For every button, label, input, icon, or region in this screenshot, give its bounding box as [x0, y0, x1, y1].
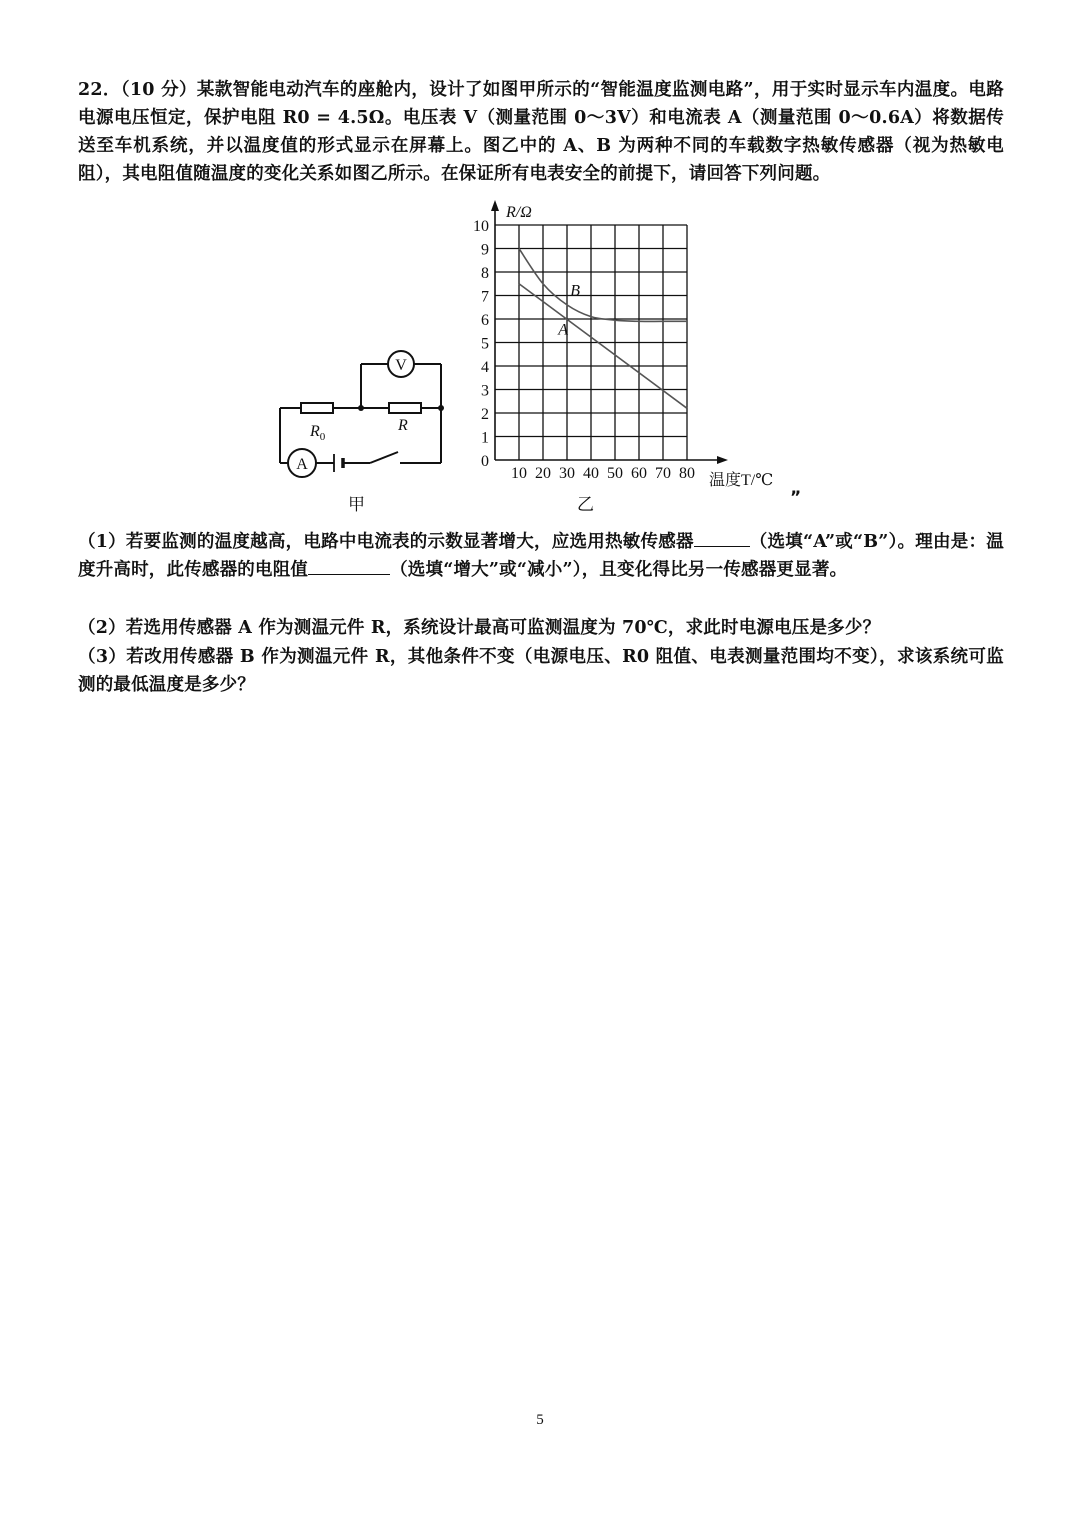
x-tick-label: 50: [607, 465, 623, 482]
y-tick-label: 0: [481, 453, 489, 470]
series-label-a: A: [558, 321, 568, 339]
voltmeter-label: V: [395, 357, 407, 374]
trailing-quote-mark: ”: [790, 488, 802, 508]
answer-blank-1[interactable]: [694, 528, 750, 547]
circuit-diagram: [270, 340, 455, 480]
y-tick-label: 1: [481, 429, 489, 447]
y-tick-label: 5: [481, 335, 489, 353]
y-tick-label: 8: [481, 265, 489, 282]
x-tick-label: 60: [631, 465, 647, 482]
x-tick-label: 70: [655, 465, 671, 482]
q1-text-3: （选填“增大”或“减小”），且变化得比另一传感器更显著。: [390, 560, 848, 580]
series-label-b: B: [570, 282, 580, 300]
x-tick-label: 30: [559, 465, 575, 482]
r0-label: R: [310, 423, 320, 440]
y-axis-arrow: [491, 200, 499, 211]
junction-dot: [358, 405, 364, 411]
circuit-caption: 甲: [348, 495, 365, 515]
x-tick-label: 40: [583, 465, 599, 482]
resistor-r0: [301, 403, 333, 413]
x-tick-label: 10: [511, 465, 527, 482]
q1-text-2: （选填“A”或“B”）。理由是：温度升高时，此传感器的电阻值: [78, 532, 1004, 580]
x-tick-label: 80: [679, 465, 695, 482]
chart-xlabel: 温度T/℃: [709, 472, 774, 489]
question-2: （2）若选用传感器 A 作为测温元件 R，系统设计最高可监测温度为 70℃，求此时电源电压是多少？: [78, 618, 881, 638]
x-tick-label: 20: [535, 465, 551, 482]
r-label: R: [398, 417, 408, 434]
resistance-temperature-chart: [455, 195, 800, 495]
q1-text-1: （1）若要监测的温度越高，电路中电流表的示数显著增大，应选用热敏传感器: [78, 532, 694, 552]
y-tick-label: 7: [481, 288, 489, 306]
ammeter-label: A: [296, 456, 308, 473]
chart-ylabel: R/Ω: [506, 204, 532, 221]
question-3: （3）若改用传感器 B 作为测温元件 R，其他条件不变（电源电压、R0 阻值、电表测量范围均不变），求该系统可监测的最低温度是多少？: [78, 647, 1004, 695]
answer-blank-2[interactable]: [308, 556, 390, 575]
series-line-b: [519, 249, 687, 322]
resistor-r: [389, 403, 421, 413]
problem-intro: 22．（10 分）某款智能电动汽车的座舱内，设计了如图甲所示的“智能温度监测电路”，用于实时显示车内温度。电路电源电压恒定，保护电阻 R0 = 4.5Ω。电压表 V（测量范围 0～3V）和电流表 A（测量范围 0～0.6A）将数据传送至车机系统，并以温度值的形式显示在屏幕上。图乙中的 A、B 为两种不同的车载数字热敏传感器（视为热敏电阻），其电阻值随温度的变化关系如图乙所示。在保证所有电表安全的前提下，请回答下列问题。: [78, 80, 1004, 184]
page-number: 5: [536, 1412, 544, 1428]
switch-blade: [370, 452, 398, 463]
y-tick-label: 9: [481, 241, 489, 259]
y-tick-label: 4: [481, 359, 489, 376]
chart-ticks: [473, 218, 695, 482]
r0-subscript: 0: [319, 431, 326, 443]
y-tick-label: 10: [473, 218, 489, 235]
y-tick-label: 2: [481, 406, 489, 423]
x-axis-arrow: [717, 456, 728, 464]
question-1: [78, 528, 1004, 584]
y-tick-label: 6: [481, 312, 489, 329]
chart-grid: [495, 225, 687, 460]
chart-axes: [491, 200, 728, 464]
junction-dot: [438, 405, 444, 411]
chart-caption: 乙: [577, 495, 594, 515]
svg-text:R0: [309, 423, 326, 443]
y-tick-label: 3: [481, 382, 489, 400]
